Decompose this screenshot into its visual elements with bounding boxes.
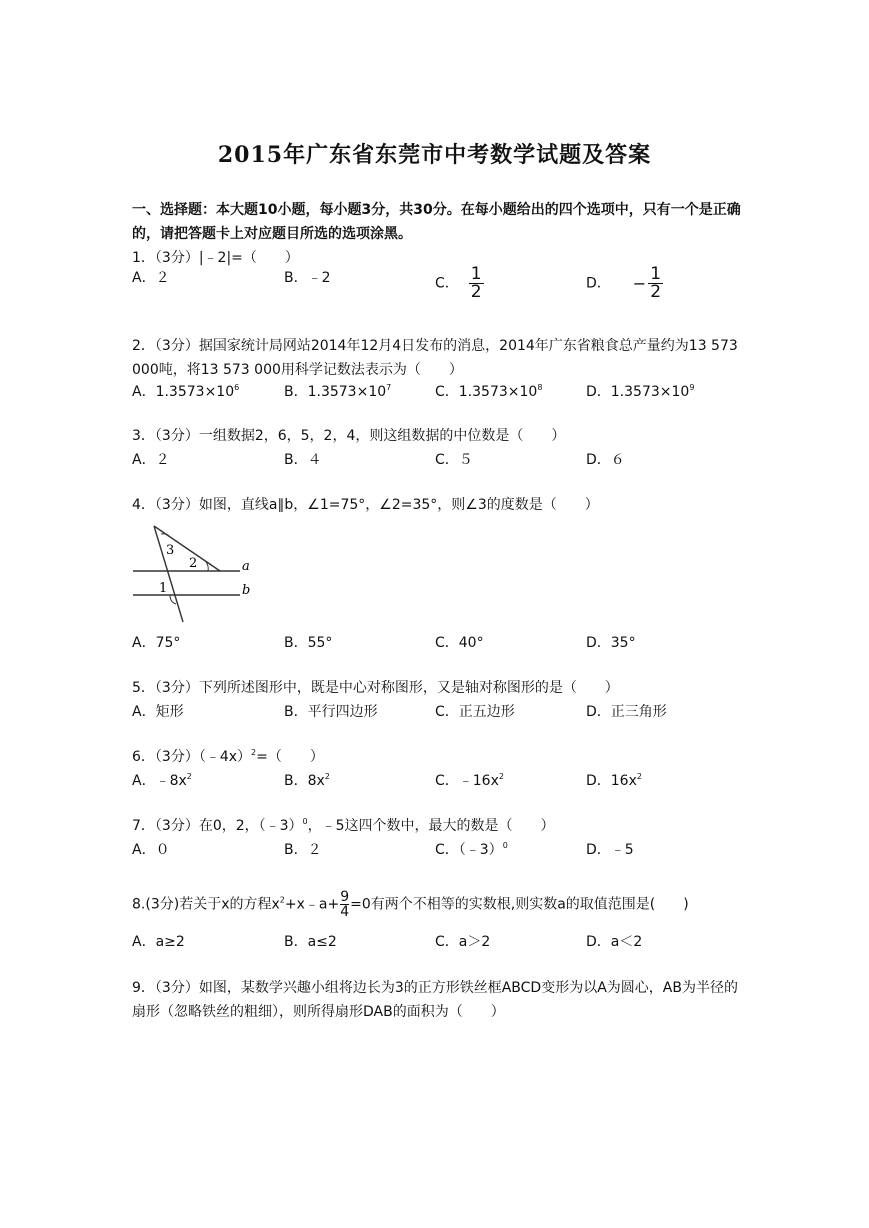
question-6-stem: 6．（3分）（﹣4x）$^2$=（ ） <box>132 748 324 765</box>
option-a: A．０ <box>132 842 170 858</box>
section-heading: 一、选择题：本大题10小题，每小题3分，共30分。在每小题给出的四个选项中，只有一个是正确的，请把答题卡上对应题目所选的选项涂黑。 <box>132 202 741 242</box>
option-a: A．２ <box>132 452 170 468</box>
question-5-options <box>132 700 744 724</box>
option-d: D． − $\frac{1}{2}$ <box>586 264 662 302</box>
option-b: B．２ <box>284 842 322 858</box>
label-b: b <box>242 583 251 598</box>
question-8-options <box>132 930 744 954</box>
question-6-options <box>132 769 744 793</box>
option-c: C．（﹣3）$^0$ <box>435 841 508 858</box>
option-a: A．75° <box>132 635 181 651</box>
option-c: C．40° <box>435 635 484 651</box>
option-a: A．a≥2 <box>132 934 185 950</box>
label-3: 3 <box>166 543 175 558</box>
option-b: B．$8x^2$ <box>284 772 330 789</box>
question-1-stem: 1．（3分）|﹣2|=（ ） <box>132 250 299 266</box>
question-4-options <box>132 631 744 655</box>
option-d: D．正三角形 <box>586 704 667 720</box>
question-9-stem: 9．（3分）如图，某数学兴趣小组将边长为3的正方形铁丝框ABCD变形为以A为圆心，AB为半径的扇形（忽略铁丝的粗细），则所得扇形DAB的面积为（ ） <box>132 980 738 1020</box>
option-d: D．35° <box>586 635 636 651</box>
option-c: C．a＞2 <box>435 934 491 950</box>
fraction: $\frac{1}{2}$ <box>650 264 662 302</box>
option-d: D．６ <box>586 452 625 468</box>
label-1: 1 <box>159 581 168 596</box>
option-d: D．$16x^2$ <box>586 772 642 789</box>
option-b: B．平行四边形 <box>284 704 378 720</box>
label-a: a <box>242 559 250 574</box>
label-2: 2 <box>189 556 198 571</box>
fraction: $\frac{1}{2}$ <box>470 264 482 302</box>
option-a: A．矩形 <box>132 704 184 720</box>
option-a: A．$1.3573\times 10^6$ <box>132 383 240 400</box>
transversal-line <box>154 526 183 622</box>
option-c: C．５ <box>435 452 473 468</box>
option-b: B．４ <box>284 452 322 468</box>
option-c: C．$﹣16x^2$ <box>435 772 504 789</box>
option-a: A．２ <box>132 270 170 286</box>
option-d: D．$1.3573\times 10^9$ <box>586 383 695 400</box>
option-d: D．a＜2 <box>586 934 643 950</box>
option-c: C．$1.3573\times 10^8$ <box>435 383 543 400</box>
option-b: B．a≤2 <box>284 934 337 950</box>
question-7-options <box>132 838 744 862</box>
question-3-options <box>132 448 744 472</box>
parallel-lines-figure <box>128 522 258 624</box>
question-5-stem: 5．（3分）下列所述图形中，既是中心对称图形，又是轴对称图形的是（ ） <box>132 680 619 696</box>
question-3-stem: 3．（3分）一组数据2，6，5，2，4，则这组数据的中位数是（ ） <box>132 428 566 444</box>
option-d: D．﹣5 <box>586 842 634 858</box>
question-8-stem: 8.(3分)若关于x的方程$x^2+x﹣a+$ $\frac{9}{4}$ =0有两个不相等的实数根,则实数a的取值范围是( ) <box>132 889 689 920</box>
option-c: C．正五边形 <box>435 704 515 720</box>
question-1-options <box>132 264 744 302</box>
option-b: B．$1.3573\times 10^7$ <box>284 383 392 400</box>
fraction: $\frac{9}{4}$ <box>340 889 350 920</box>
question-7-stem: 7．（3分）在0，2，（﹣3）$^0$，﹣5这四个数中，最大的数是（ ） <box>132 817 555 834</box>
option-b: B．﹣2 <box>284 270 331 286</box>
option-a: A．$﹣8x^2$ <box>132 772 192 789</box>
question-2-options <box>132 380 744 404</box>
page-title: 2015年广东省东莞市中考数学试题及答案 <box>217 142 652 168</box>
question-4-stem: 4．（3分）如图，直线a∥b，∠1=75°，∠2=35°，则∠3的度数是（ ） <box>132 497 599 513</box>
option-b: B．55° <box>284 635 333 651</box>
option-c: C． $\frac{1}{2}$ <box>435 264 482 302</box>
slanted-line <box>154 526 220 571</box>
question-2-stem: 2．（3分）据国家统计局网站2014年12月4日发布的消息，2014年广东省粮食总产量约为13 573 000吨，将13 573 000用科学记数法表示为（ ） <box>132 338 738 378</box>
